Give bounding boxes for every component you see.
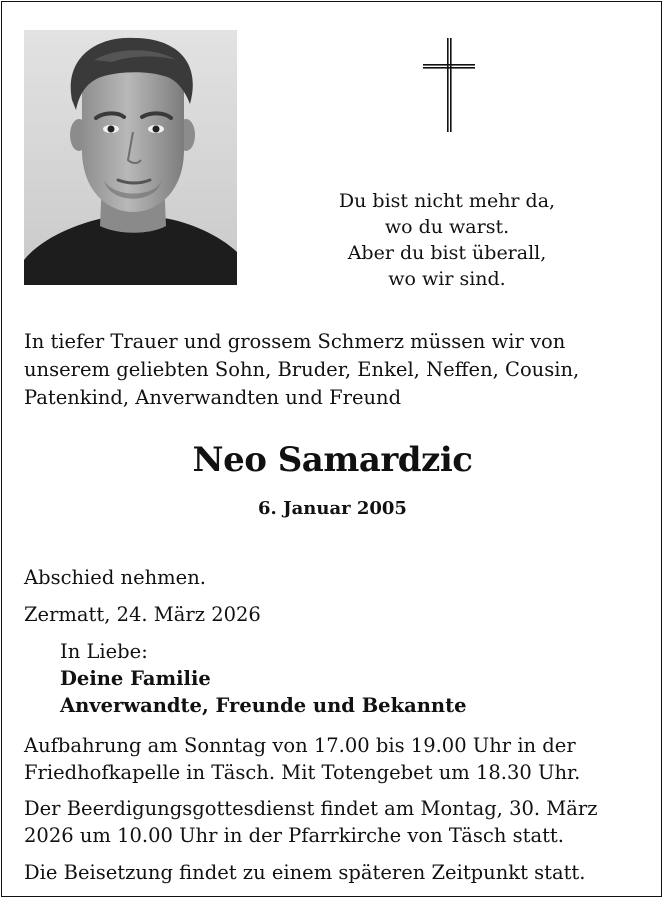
verse-line: Du bist nicht mehr da, xyxy=(338,190,556,212)
viewing-line: Friedhofkapelle in Täsch. Mit Totengebet um 18.30 Uhr. xyxy=(24,761,581,784)
intro-line: In tiefer Trauer und grossem Schmerz müssen wir von xyxy=(24,330,566,353)
signature-family: Deine Familie xyxy=(60,667,211,690)
verse-line: wo du warst. xyxy=(384,216,510,238)
service-line: 2026 um 10.00 Uhr in der Pfarrkirche von Täsch statt. xyxy=(24,824,564,847)
place-date: Zermatt, 24. März 2026 xyxy=(24,603,261,626)
portrait-illustration xyxy=(24,30,237,285)
obituary-card xyxy=(1,1,662,897)
burial-note: Die Beisetzung findet zu einem späteren Zeitpunkt statt. xyxy=(24,861,586,884)
birth-date: 6. Januar 2005 xyxy=(258,498,407,519)
signature-others: Anverwandte, Freunde und Bekannte xyxy=(60,694,467,717)
intro-line: Patenkind, Anverwandten und Freund xyxy=(24,386,402,409)
signature-intro: In Liebe: xyxy=(60,640,148,663)
portrait-photo xyxy=(24,30,237,285)
service-line: Der Beerdigungsgottesdienst findet am Montag, 30. März xyxy=(24,797,598,820)
viewing-line: Aufbahrung am Sonntag von 17.00 bis 19.00 Uhr in der xyxy=(24,734,576,757)
announcement-intro xyxy=(24,328,644,412)
verse-line: wo wir sind. xyxy=(388,268,506,290)
farewell-text: Abschied nehmen. xyxy=(24,566,206,589)
deceased-name: Neo Samardzic xyxy=(192,440,473,480)
verse-line: Aber du bist überall, xyxy=(347,242,547,264)
cross-icon xyxy=(423,38,475,132)
intro-line: unserem geliebten Sohn, Bruder, Enkel, Neffen, Cousin, xyxy=(24,358,580,381)
memorial-verse xyxy=(307,188,587,292)
